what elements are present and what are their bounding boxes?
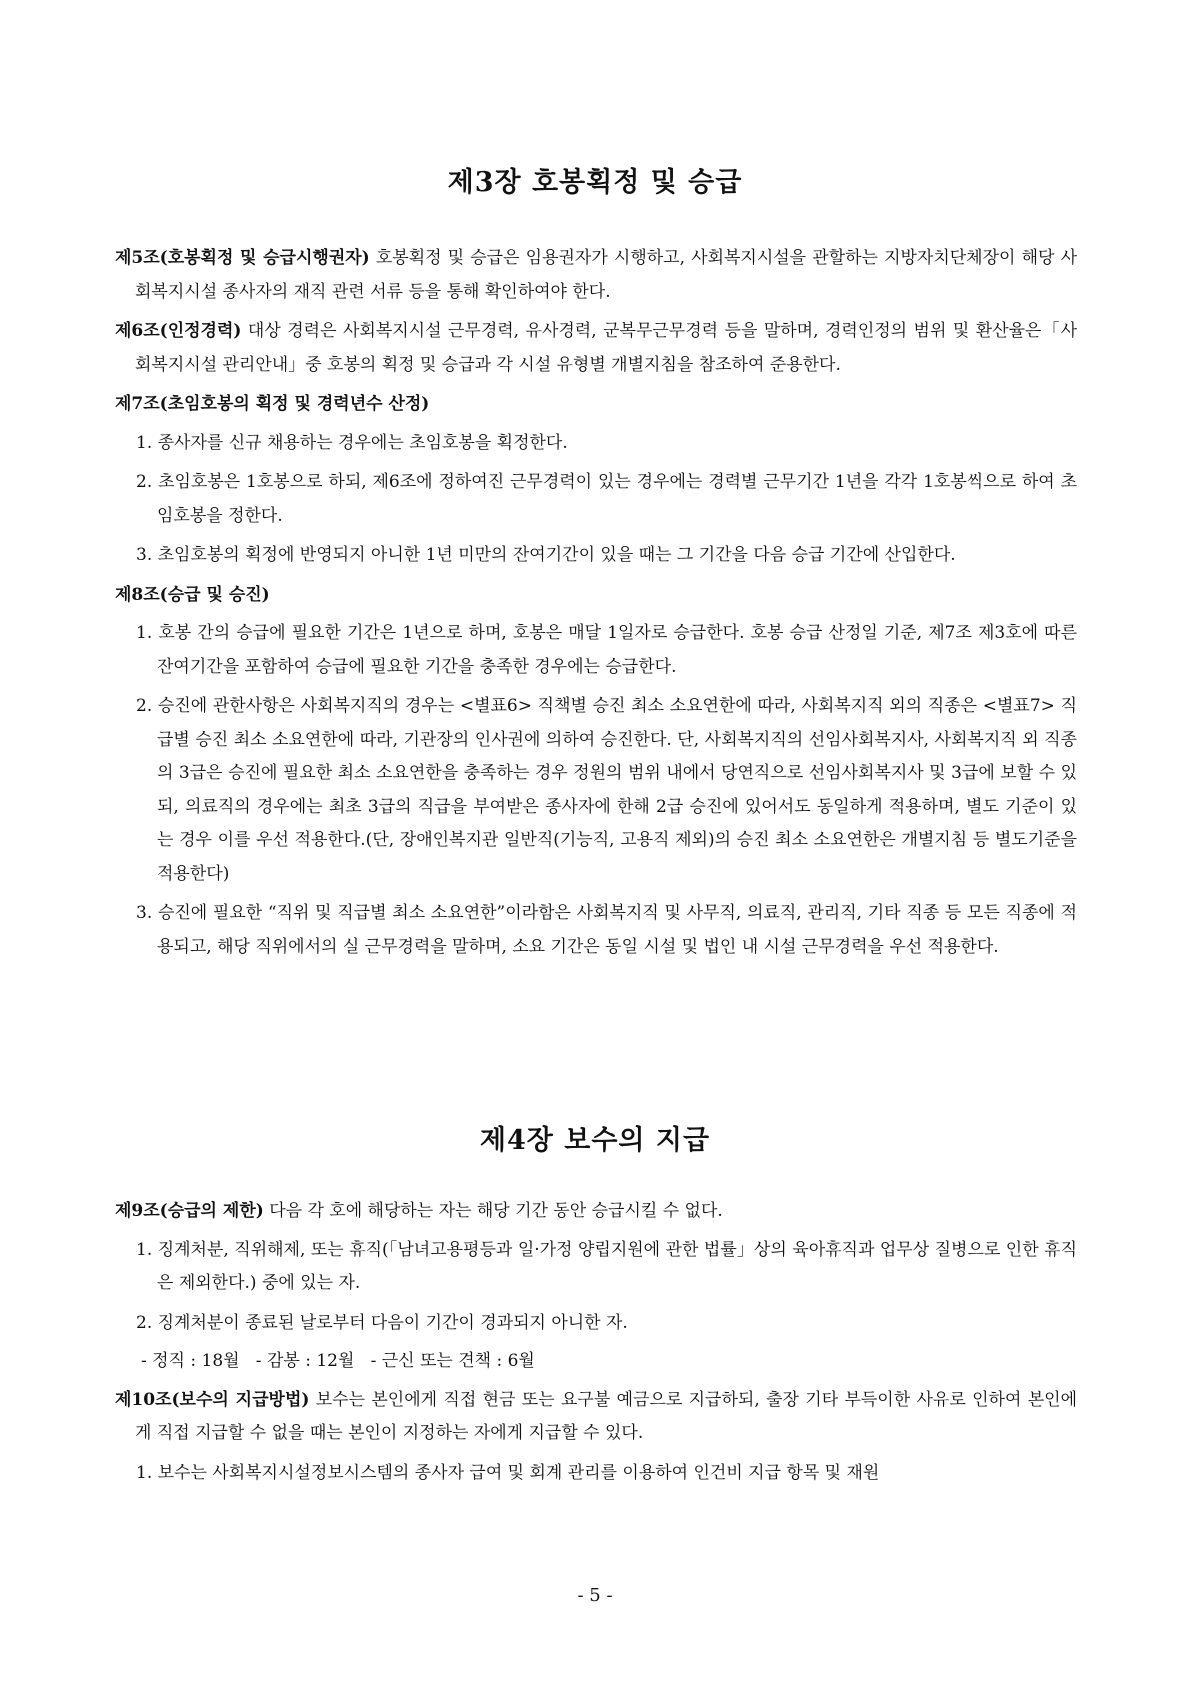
article-6-text: 대상 경력은 사회복지시설 근무경력, 유사경력, 군복무근무경력 등을 말하며, 경력인정의 범위 및 환산율은「사회복지시설 관리안내」중 호봉의 획정 및 승급과 각 시설 유형별 개별지침을 참조하여 준용한다. <box>135 321 1077 375</box>
chapter-4-body <box>115 1195 1077 1490</box>
article-10-item-1: 1. 보수는 사회복지시설정보시스템의 종사자 급여 및 회계 관리를 이용하여 인건비 지급 항목 및 재원 <box>136 1462 880 1483</box>
chapter-3-body <box>115 242 1077 964</box>
article-9 <box>115 1195 1077 1229</box>
article-10 <box>115 1384 1077 1451</box>
article-5 <box>115 242 1077 309</box>
page-number: - 5 - <box>577 1585 613 1606</box>
article-10-text: 보수는 본인에게 직접 현금 또는 요구불 예금으로 지급하되, 출장 기타 부득이한 사유로 인하여 본인에게 직접 지급할 수 없을 때는 본인이 지정하는 자에게 지급할 수 있다. <box>135 1389 1077 1443</box>
article-6-heading: 제6조(인정경력) <box>115 321 242 341</box>
article-8-item-2: 2. 승진에 관한사항은 사회복지직의 경우는 <별표6> 직책별 승진 최소 소요연한에 따라, 사회복지직 외의 직종은 <별표7> 직급별 승진 최소 소요연한에 따라, 기관장의 인사권에 의하여 승진한다. 단, 사회복지직의 선임사회복지사, 사회복지직 외 직종의 3급은 승진에 필요한 최소 소요연한을 충족하는 경우 정원의 범위 내에서 당연직으로 선임사회복지사 및 3급에 보할 수 있되, 의료직의 경우에는 최초 3급의 직급을 부여받은 종사자에 한해 2급 승진에 있어서도 동일하게 적용하며, 별도 기준이 있는 경우 이를 우선 적용한다.(단, 장애인복지관 일반직(기능직, 고용직 제외)의 승진 최소 소요연한은 개별지침 등 별도기준을 적용한다) <box>136 696 1077 884</box>
article-7-item-3: 3. 초임호봉의 획정에 반영되지 아니한 1년 미만의 잔여기간이 있을 때는 그 기간을 다음 승급 기간에 산입한다. <box>136 545 956 565</box>
article-9-item-2: 2. 징계처분이 종료된 날로부터 다음이 기간이 경과되지 아니한 자. <box>136 1312 628 1333</box>
article-9-heading: 제9조(승급의 제한) <box>115 1201 264 1221</box>
article-6 <box>115 315 1077 382</box>
article-7-heading: 제7조(초임호봉의 획정 및 경력년수 산정) <box>115 394 430 414</box>
article-8-heading: 제8조(승급 및 승진) <box>115 584 270 605</box>
chapter-3-title: 제3장 호봉획정 및 승급 <box>447 167 743 198</box>
article-7-item-1: 1. 종사자를 신규 채용하는 경우에는 초임호봉을 획정한다. <box>136 432 568 453</box>
article-9-text: 다음 각 호에 해당하는 자는 해당 기간 동안 승급시킬 수 없다. <box>263 1201 723 1221</box>
article-9-item-1: 1. 징계처분, 직위해제, 또는 휴직(「남녀고용평등과 일·가정 양립지원에 관한 법률」상의 육아휴직과 업무상 질병으로 인한 휴직은 제외한다.) 중에 있는 자. <box>136 1239 1077 1293</box>
article-10-heading: 제10조(보수의 지급방법) <box>115 1389 310 1410</box>
article-7-item-2: 2. 초임호봉은 1호봉으로 하되, 제6조에 정하여진 근무경력이 있는 경우에는 경력별 근무기간 1년을 각각 1호봉씩으로 하여 초임호봉을 정한다. <box>136 472 1077 526</box>
article-8-item-1: 1. 호봉 간의 승급에 필요한 기간은 1년으로 하며, 호봉은 매달 1일자로 승급한다. 호봉 승급 산정일 기준, 제7조 제3호에 따른 잔여기간을 포함하여 승급에 필요한 기간을 충족한 경우에는 승급한다. <box>136 623 1077 677</box>
article-9-durations: - 정직 : 18월 - 감봉 : 12월 - 근신 또는 견책 : 6월 <box>141 1351 535 1371</box>
chapter-4-title: 제4장 보수의 지급 <box>479 1125 711 1156</box>
article-5-text: 호봉획정 및 승급은 임용권자가 시행하고, 사회복지시설을 관할하는 지방자치단체장이 해당 사회복지시설 종사자의 재직 관련 서류 등을 통해 확인하여야 한다. <box>135 248 1077 302</box>
article-5-heading: 제5조(호봉획정 및 승급시행권자) <box>115 248 370 268</box>
article-8-item-3: 3. 승진에 필요한 “직위 및 직급별 최소 소요연한”이라함은 사회복지직 및 사무직, 의료직, 관리직, 기타 직종 등 모든 직종에 적용되고, 해당 직위에서의 실 근무경력을 말하며, 소요 기간은 동일 시설 및 법인 내 시설 근무경력을 우선 적용한다. <box>136 903 1077 957</box>
